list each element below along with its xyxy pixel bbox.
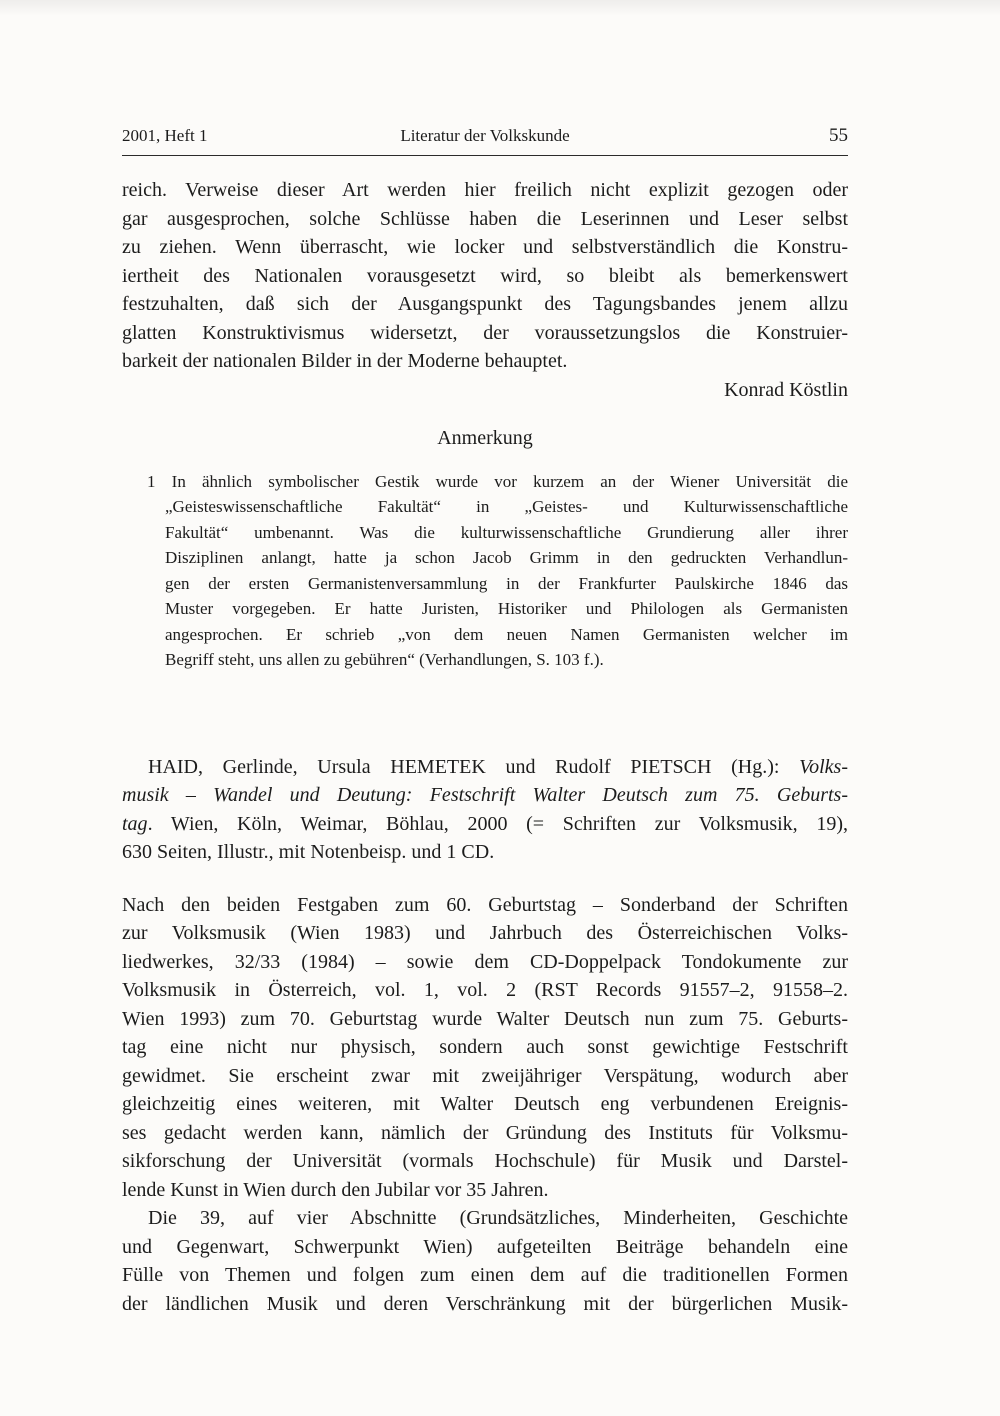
text-segment: musik – Wandel und Deutung: Festschrift Walter Deutsch zum 75. Geburts-: [122, 784, 848, 806]
text-line: Fülle von Themen und folgen zum einen dem auf die traditionellen Formen: [122, 1264, 848, 1286]
text-line: lende Kunst in Wien durch den Jubilar vor 35 Jahren.: [122, 1178, 549, 1201]
running-title: Literatur der Volkskunde: [400, 126, 570, 145]
text-line: sikforschung der Universität (vormals Hochschule) für Musik und Darstel-: [122, 1150, 848, 1172]
footnote-1: [147, 469, 848, 673]
page-number: 55: [829, 125, 848, 146]
text-line: tag eine nicht nur physisch, sondern auch sonst gewichtige Festschrift: [122, 1036, 848, 1058]
text-segment: tag: [122, 812, 148, 835]
text-line: Fakultät“ umbenannt. Was die kulturwissenschaftliche Grundierung aller ihrer: [165, 522, 848, 542]
text-line: ses gedacht werden kann, nämlich der Gründung des Instituts für Volksmu-: [122, 1121, 848, 1144]
text-line: Disziplinen anlangt, hatte ja schon Jacob Grimm in den gedruckten Verhandlun-: [165, 548, 848, 567]
document-page: [122, 0, 848, 1318]
text-line: [122, 753, 848, 782]
text-line: Volksmusik in Österreich, vol. 1, vol. 2 (RST Records 91557–2, 91558–2.: [122, 979, 848, 1001]
text-line: Die 39, auf vier Abschnitte (Grundsätzliches, Minderheiten, Geschichte: [148, 1207, 848, 1229]
body-paragraph-1: [122, 176, 848, 376]
text-line: Begriff steht, uns allen zu gebühren“ (Verhandlungen, S. 103 f.).: [165, 650, 604, 669]
text-line: Muster vorgegeben. Er hatte Juristen, Historiker und Philologen als Germanisten: [165, 599, 848, 618]
text-line: [122, 781, 848, 810]
text-line: gewidmet. Sie erscheint zwar mit zweijähriger Verspätung, wodurch aber: [122, 1064, 848, 1087]
text-line: gen der ersten Germanistenversammlung in der Frankfurter Paulskirche 1846 das: [165, 573, 848, 593]
text-line: liedwerkes, 32/33 (1984) – sowie dem CD-Doppelpack Tondokumente zur: [122, 950, 848, 973]
text-line: der ländlichen Musik und deren Verschränkung mit der bürgerlichen Musik-: [122, 1292, 848, 1315]
notes-heading: Anmerkung: [437, 427, 533, 449]
review-citation: [122, 753, 848, 867]
text-segment: HAID, Gerlinde, Ursula HEMETEK und Rudolf PIETSCH (Hg.):: [148, 755, 800, 778]
text-line: Wien 1993) zum 70. Geburtstag wurde Walter Deutsch nun zum 75. Geburts-: [122, 1007, 848, 1030]
text-line: gleichzeitig eines weiteren, mit Walter Deutsch eng verbundenen Ereignis-: [122, 1093, 848, 1115]
text-line: 630 Seiten, Illustr., mit Notenbeisp. und 1 CD.: [122, 841, 495, 863]
text-line: iertheit des Nationalen vorausgesetzt wird, so bleibt als bemerkenswert: [122, 264, 848, 287]
text-line: Nach den beiden Festgaben zum 60. Geburtstag – Sonderband der Schriften: [122, 893, 848, 916]
body-paragraph-2: [122, 891, 848, 1205]
page-header: [122, 126, 848, 156]
text-line: barkeit der nationalen Bilder in der Moderne behauptet.: [122, 350, 568, 372]
issue-label: 2001, Heft 1: [122, 126, 208, 145]
text-line: zu ziehen. Wenn überrascht, wie locker und selbstverständlich die Konstru-: [122, 236, 848, 258]
text-line: angesprochen. Er schrieb „von dem neuen Namen Germanisten welcher im: [165, 624, 848, 644]
text-line: „Geisteswissenschaftliche Fakultät“ in „Geistes- und Kulturwissenschaftliche: [165, 497, 848, 516]
text-line: 1 In ähnlich symbolischer Gestik wurde vor kurzem an der Wiener Universität die: [147, 471, 848, 491]
text-line: zur Volksmusik (Wien 1983) und Jahrbuch des Österreichischen Volks-: [122, 922, 848, 944]
body-paragraph-3: [122, 1204, 848, 1318]
text-segment: Volks-: [799, 755, 848, 778]
text-line: reich. Verweise dieser Art werden hier freilich nicht explizit gezogen oder: [122, 179, 848, 201]
text-line: gar ausgesprochen, solche Schlüsse haben die Leserinnen und Leser selbst: [122, 207, 848, 230]
text-line: und Gegenwart, Schwerpunkt Wien) aufgeteilten Beiträge behandeln eine: [122, 1235, 848, 1258]
text-line: festzuhalten, daß sich der Ausgangspunkt des Tagungsbandes jenem allzu: [122, 293, 848, 315]
author-signature: Konrad Köstlin: [724, 378, 848, 401]
text-line: [122, 810, 848, 839]
text-segment: . Wien, Köln, Weimar, Böhlau, 2000 (= Schriften zur Volksmusik, 19),: [147, 812, 848, 835]
text-line: glatten Konstruktivismus widersetzt, der voraussetzungslos die Konstruier-: [122, 321, 848, 344]
